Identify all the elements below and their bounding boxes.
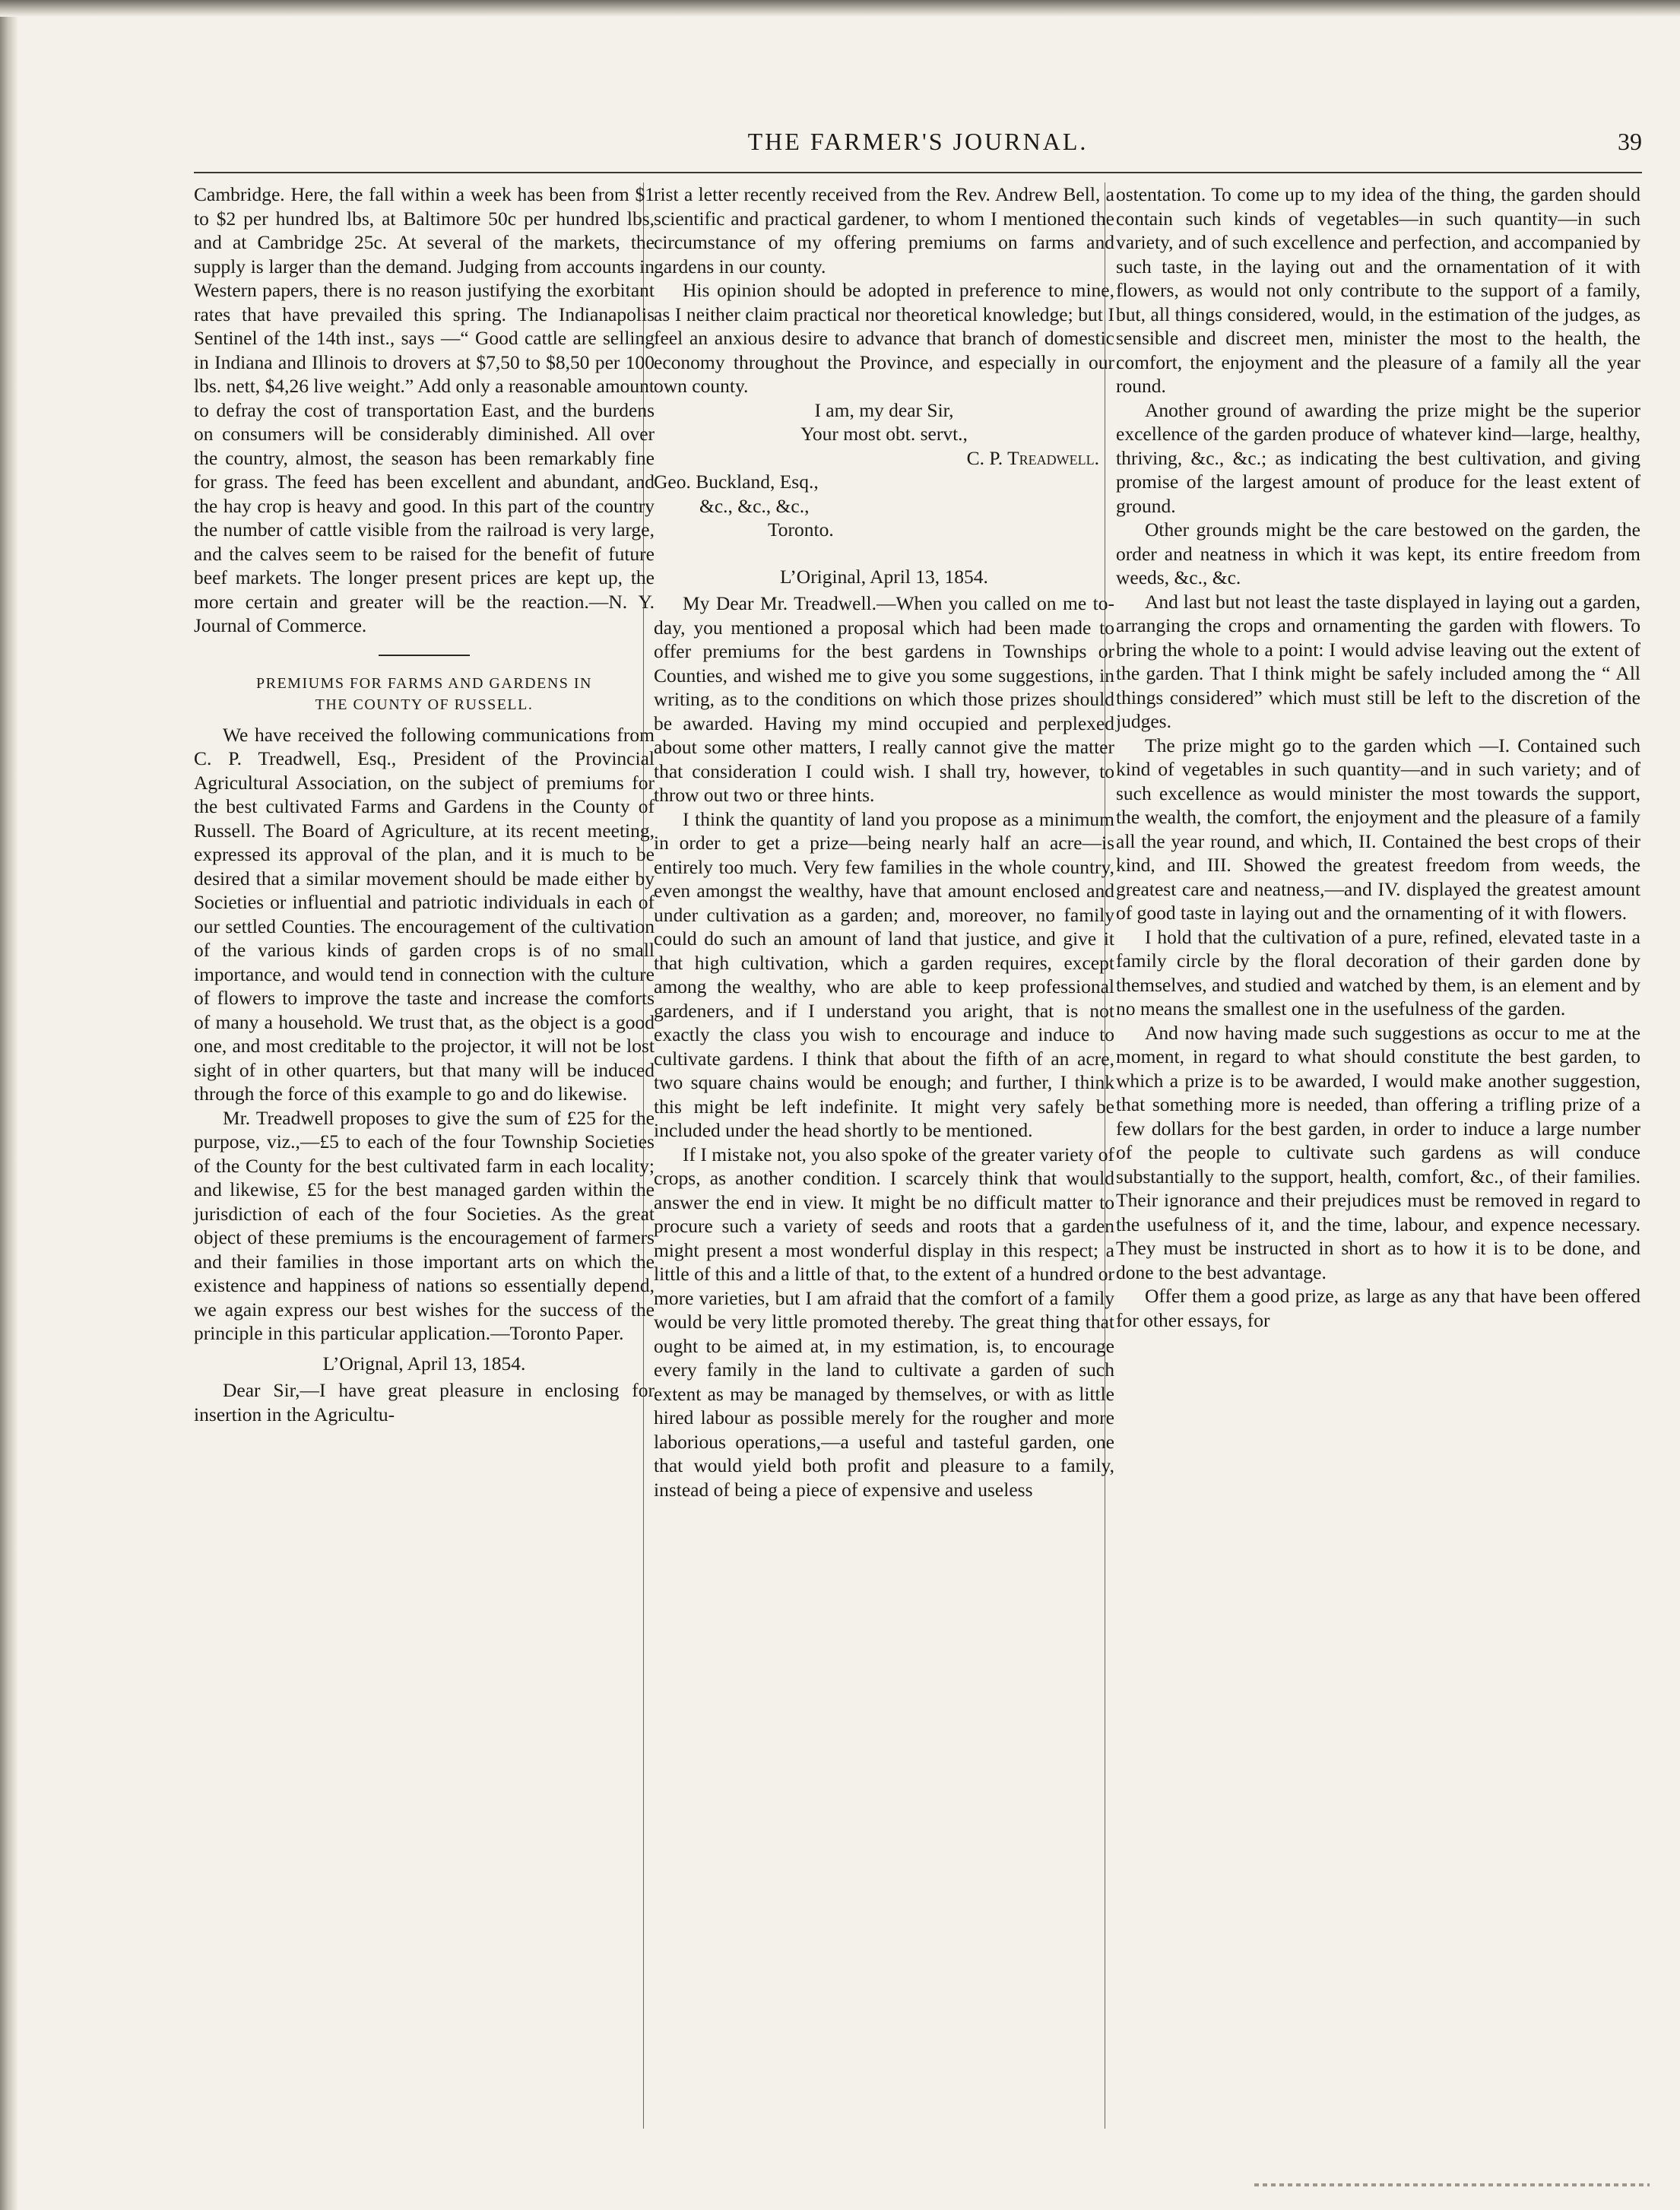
address-line: Toronto.: [768, 518, 834, 541]
header-rule: [194, 172, 1642, 173]
section-heading-line: THE COUNTY OF RUSSELL.: [315, 696, 534, 713]
paragraph: We have received the following communications from C. P. Treadwell, Esq., President of the Provincial Agricultural Association, on the subject of premiums for the best cultivated Farms and Gardens in the County of Russell. The Board of Agriculture, at its recent meeting, expressed its approval of the plan, and it is much to be desired that a similar movement should be made either by Societies or influential and patriotic individuals in each of our settled Counties. The encouragement of the cultivation of the various kinds of garden crops is of no small importance, and would tend in connection with the culture of flowers to improve the taste and increase the comforts of many a household. We trust that, as the object is a good one, and most creditable to the projector, it will not be lost sight of in other quarters, but that many will be induced through the force of this example to go and do likewise.: [194, 723, 655, 1105]
column-1: [194, 182, 655, 2129]
paragraph: rist a letter recently received from the Rev. Andrew Bell, a scientific and practical gardener, to whom I mentioned the circumstance of my offering premiums on farms and gardens in our county.: [654, 183, 1114, 277]
section-heading-line: PREMIUMS FOR FARMS AND GARDENS IN: [256, 674, 592, 692]
section-divider: [379, 655, 470, 656]
page-number: 39: [1618, 128, 1642, 155]
scan-noise: [1254, 2183, 1650, 2186]
letter-closing: I am, my dear Sir,: [814, 398, 954, 421]
paragraph: And now having made such suggestions as occur to me at the moment, in regard to what should constitute the best garden, to which a prize is to be awarded, I would make another suggestion, that something more is needed, than offering a trifling prize of a few dollars for the best garden, in order to induce a large number of the people to cultivate such gardens as will conduce substantially to the support, health, comfort, &c., of their families. Their ignorance and their prejudices must be removed in regard to the usefulness of it, and the time, labour, and expence necessary. They must be instructed in short as to how it is to be done, and done to the best advantage.: [1116, 1021, 1640, 1283]
page-edge-shadow: [0, 0, 18, 2210]
paragraph: His opinion should be adopted in preference to mine, as I neither claim practical nor theoretical knowledge; but I feel an anxious desire to advance that branch of domestic economy throughout the Province, and especially in our own county.: [654, 279, 1114, 397]
signature: C. P. Treadwell.: [966, 446, 1099, 469]
page-top-shadow: [0, 0, 1680, 17]
paragraph: I hold that the cultivation of a pure, refined, elevated taste in a family circle by the floral decoration of their garden done by themselves, and studied and watched by them, is an element and by no means the smallest one in the usefulness of the garden.: [1116, 925, 1640, 1019]
paragraph: And last but not least the taste displayed in laying out a garden, arranging the crops and ornamenting the garden with flowers. To bring the whole to a point: I would advise leaving out the extent of the garden. That I think might be safely included among the “ All things considered” which must still be left to the discretion of the judges.: [1116, 590, 1640, 732]
dateline: L’Original, April 13, 1854.: [780, 565, 988, 588]
paragraph: Mr. Treadwell proposes to give the sum of £25 for the purpose, viz.,—£5 to each of the four Township Societies of the County for the best cultivated farm in each locality; and likewise, £5 for the best managed garden within the jurisdiction of each of the four Societies. As the great object of these premiums is the encouragement of farmers and their families in those important arts on which the existence and happiness of nations so essentially depend, we again express our best wishes for the success of the principle in this particular application.—Toronto Paper.: [194, 1106, 655, 1344]
address-line: Geo. Buckland, Esq.,: [654, 471, 819, 493]
section-heading: [194, 673, 655, 715]
letter-closing: Your most obt. servt.,: [800, 423, 968, 445]
journal-title: THE FARMER'S JOURNAL.: [747, 128, 1089, 155]
paragraph: Dear Sir,—I have great pleasure in enclosing for insertion in the Agricultu-: [194, 1379, 655, 1425]
paragraph: My Dear Mr. Treadwell.—When you called on me to-day, you mentioned a proposal which had been made to offer premiums for the best gardens in Townships or Counties, and wished me to give you some suggestions, in writing, as to the conditions on which those prizes should be awarded. Having my mind occupied and perplexed about some other matters, I really cannot give the matter that consideration I could wish. I shall try, however, to throw out two or three hints.: [654, 592, 1114, 806]
running-head: [194, 128, 1642, 166]
paragraph: Cambridge. Here, the fall within a week has been from $1 to $2 per hundred lbs, at Baltimore 50c per hundred lbs, and at Cambridge 25c. At several of the markets, the supply is larger than the demand. Judging from accounts in Western papers, there is no reason justifying the exorbitant rates that have prevailed this spring. The Indianapolis Sentinel of the 14th inst., says —“ Good cattle are selling in Indiana and Illinois to drovers at $7,50 to $8,50 per 100 lbs. nett, $4,26 live weight.” Add only a reasonable amount to defray the cost of transportation East, and the burdens on consumers will be considerably diminished. All over the country, almost, the season has been remarkably fine for grass. The feed has been excellent and abundant, and the hay crop is heavy and good. In this part of the country the number of cattle visible from the railroad is very large, and the calves seem to be raised for the benefit of future beef markets. The longer present prices are kept up, the more certain and greater will be the reaction.—N. Y. Journal of Commerce.: [194, 183, 655, 636]
paragraph: Offer them a good prize, as large as any that have been offered for other essays, for: [1116, 1285, 1640, 1331]
dateline: L’Orignal, April 13, 1854.: [322, 1352, 526, 1375]
address-line: &c., &c., &c.,: [699, 494, 810, 517]
paragraph: If I mistake not, you also spoke of the greater variety of crops, as another condition. I scarcely think that would answer the end in view. It might be no difficult matter to procure such a variety of seeds and roots that a garden might present a most wonderful display in this respect; a little of this and a little of that, to the extent of a hundred or more varieties, but I am afraid that the comfort of a family would be very little promoted thereby. The great thing that ought to be aimed at, in my estimation, is, to encourage every family in the land to cultivate a garden of such extent as may be managed by themselves, or with as little hired labour as possible merely for the rougher and more laborious operations,—a useful and tasteful garden, one that would yield both profit and pleasure to a family, instead of being a piece of expensive and useless: [654, 1143, 1114, 1501]
column-2: [654, 182, 1114, 2129]
paragraph: I think the quantity of land you propose as a minimum in order to get a prize—being nearly half an acre—is entirely too much. Very few families in the whole country, even amongst the wealthy, have that amount enclosed and under cultivation as a garden; and, moreover, no family could do such an amount of land that justice, and give it that high cultivation, which a garden requires, except among the wealthy, who are able to keep professional gardeners, and if I understand you aright, that is not exactly the class you wish to encourage and induce to cultivate gardens. I think that about the fifth of an acre, two square chains would be enough; and further, I think this might be left indefinite. It might very safely be included under the head shortly to be mentioned.: [654, 807, 1114, 1141]
paragraph: Other grounds might be the care bestowed on the garden, the order and neatness in which it was kept, its entire freedom from weeds, &c., &c.: [1116, 518, 1640, 588]
paragraph: Another ground of awarding the prize might be the superior excellence of the garden produce of whatever kind—large, healthy, thriving, &c., &c.; as indicating the best cultivation, and giving promise of the largest amount of produce for the least extent of ground.: [1116, 398, 1640, 517]
column-3: [1116, 182, 1640, 2129]
paragraph: ostentation. To come up to my idea of the thing, the garden should contain such kinds of vegetables—in such quantity—in such variety, and of such excellence and perfection, and accompanied by such taste, in the laying out and the ornamentation of it with flowers, as would not only contribute to the support of a family, but, all things considered, would, in the estimation of the judges, as sensible and discreet men, minister the most to the health, the comfort, the enjoyment and the pleasure of a family all the year round.: [1116, 183, 1640, 397]
paragraph: The prize might go to the garden which —I. Contained such kind of vegetables in such quantity—and in such variety; and of such excellence as would minister the most towards the support, the wealth, the comfort, the enjoyment and the pleasure of a family all the year round, and which, II. Contained the best crops of their kind, and III. Showed the greatest freedom from weeds, the greatest care and neatness,—and IV. displayed the greatest amount of good taste in laying out and the ornamenting of it with flowers.: [1116, 734, 1640, 924]
